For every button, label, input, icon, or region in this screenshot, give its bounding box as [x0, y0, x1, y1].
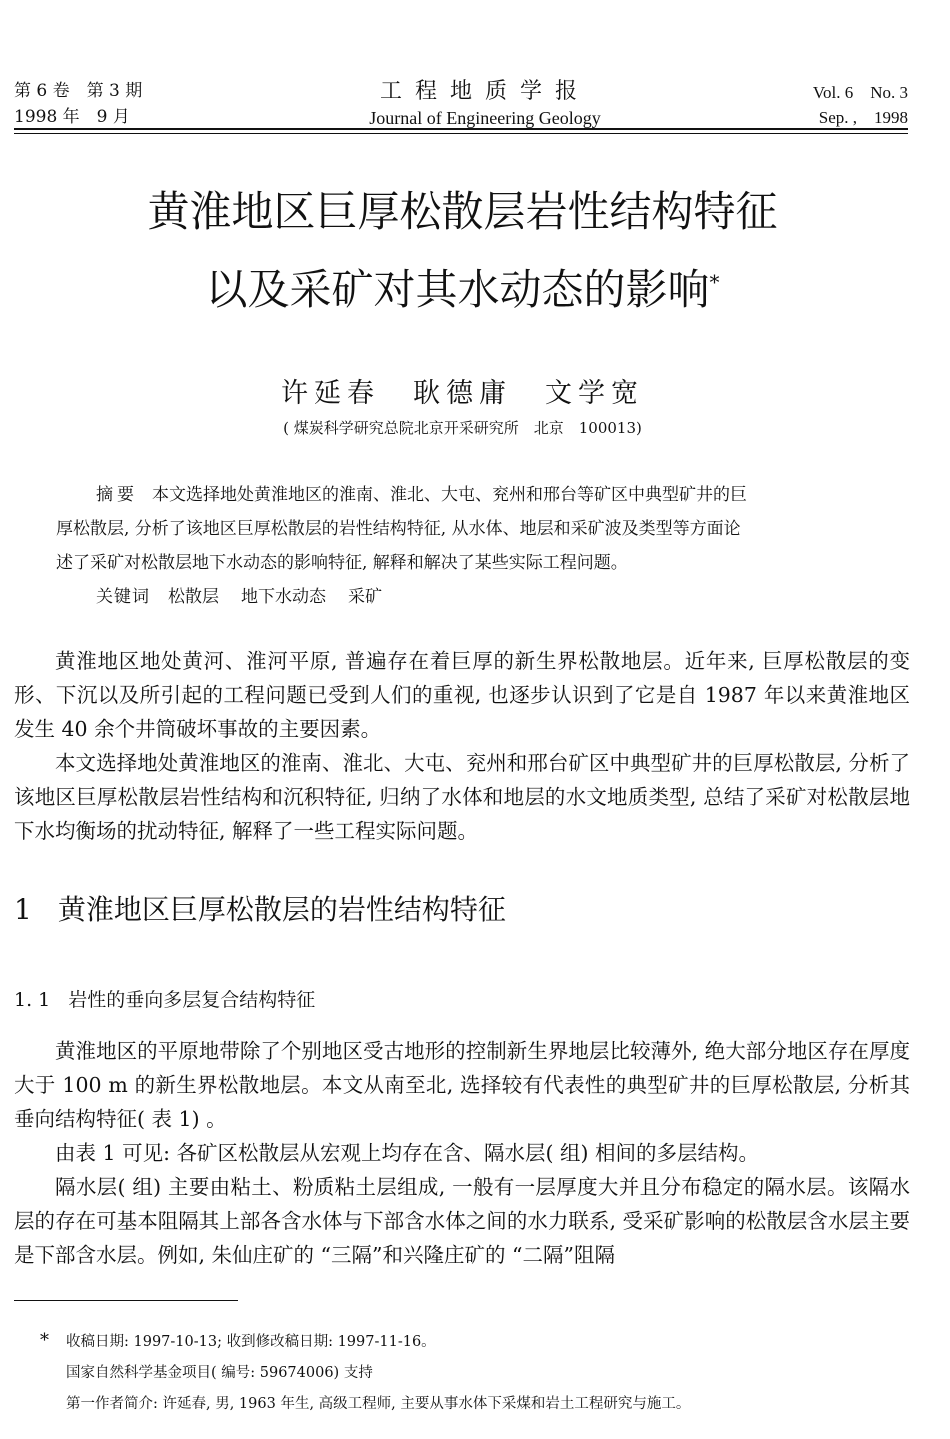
- section-1-1-title: 岩性的垂向多层复合结构特征: [68, 989, 316, 1011]
- footnote-rule: [14, 1300, 238, 1301]
- section-1-1-number: 1. 1: [14, 989, 51, 1011]
- article-title-line-1: 黄淮地区巨厚松散层岩性结构特征: [147, 187, 778, 236]
- section-1-1-body: [14, 1034, 910, 1272]
- section-1-number: 1: [14, 893, 32, 926]
- section-1-1-paragraph-3: 隔水层( 组) 主要由粘土、粉质粘土层组成, 一般有一层厚度大并且分布稳定的隔水层。该隔水层的存在可基本阻隔其上部各含水体与下部含水体之间的水力联系, 受采矿影响的松散层含水层主要是下部含水层。例如, 朱仙庄矿的 “三隔”和兴隆庄矿的 “二隔”阻隔: [14, 1175, 910, 1267]
- title-footnote-mark: *: [709, 270, 720, 294]
- keyword: 地下水动态: [241, 587, 326, 607]
- abstract-line-1: [56, 478, 872, 512]
- date-cn: 1998 年 9 月: [14, 107, 130, 127]
- footnote-author-bio: 第一作者简介: 许延春, 男, 1963 年生, 高级工程师, 主要从事水体下采煤和岩土工程研究与施工。: [66, 1396, 691, 1412]
- author-list: 许延春 耿德庸 文学宽: [281, 378, 644, 409]
- journal-name-block: [300, 78, 670, 130]
- journal-name-cn: 工程地质学报: [379, 79, 590, 104]
- intro-paragraph-2: 本文选择地处黄淮地区的淮南、淮北、大屯、兖州和邢台矿区中典型矿井的巨厚松散层, 分析了该地区巨厚松散层岩性结构和沉积特征, 归纳了水体和地层的水文地质类型, 总结了采矿对松散层地下水均衡场的扰动特征, 解释了一些工程实际问题。: [14, 751, 910, 843]
- journal-name-en: Journal of Engineering Geology: [369, 108, 601, 128]
- header-rule-thick: [14, 128, 908, 130]
- section-1-1-paragraph-1: 黄淮地区的平原地带除了个别地区受古地形的控制新生界地层比较薄外, 绝大部分地区存在厚度大于 100 m 的新生界松散地层。本文从南至北, 选择较有代表性的典型矿井的巨厚松散层, 分析其垂向结构特征( 表 1) 。: [14, 1039, 910, 1131]
- abstract: [56, 478, 872, 614]
- intro-paragraph-1: 黄淮地区地处黄河、淮河平原, 普遍存在着巨厚的新生界松散地层。近年来, 巨厚松散层的变形、下沉以及所引起的工程问题已受到人们的重视, 也逐步认识到了它是自 1987 年以来黄淮地区发生 40 余个井筒破坏事故的主要因素。: [14, 649, 910, 741]
- abstract-text-1: 本文选择地处黄淮地区的淮南、淮北、大屯、兖州和邢台等矿区中典型矿井的巨: [152, 485, 747, 505]
- abstract-line-2: 厚松散层, 分析了该地区巨厚松散层的岩性结构特征, 从水体、地层和采矿波及类型等方面论: [56, 519, 741, 539]
- section-1-title: 黄淮地区巨厚松散层的岩性结构特征: [57, 893, 506, 926]
- article-title-line-2: [0, 253, 925, 319]
- article-title-text-2: 以及采矿对其水动态的影响: [205, 265, 710, 314]
- author-affiliation: ( 煤炭科学研究总院北京开采研究所 北京 100013): [283, 419, 642, 437]
- section-1-heading: [14, 888, 506, 928]
- volume-issue-en: Vol. 6 No. 3: [812, 83, 908, 102]
- section-1-1-heading: [14, 985, 315, 1012]
- footnote-received-text: 收稿日期: 1997-10-13; 收到修改稿日期: 1997-11-16。: [66, 1334, 436, 1350]
- section-1-1-paragraph-2: 由表 1 可见: 各矿区松散层从宏观上均存在含、隔水层( 组) 相间的多层结构。: [55, 1141, 760, 1165]
- footnote-funding: 国家自然科学基金项目( 编号: 59674006) 支持: [66, 1365, 373, 1381]
- header-rule-thin: [14, 133, 908, 134]
- abstract-label: 摘要: [96, 485, 138, 505]
- journal-issue-info: [14, 78, 142, 130]
- journal-issue-info-en: [813, 80, 908, 130]
- keyword: 采矿: [348, 587, 382, 607]
- footnotes: [40, 1325, 920, 1420]
- abstract-line-3: 述了采矿对松散层地下水动态的影响特征, 解释和解决了某些实际工程问题。: [56, 553, 628, 573]
- keyword: 松散层: [168, 587, 219, 607]
- date-en: Sep. , 1998: [818, 108, 908, 127]
- introduction: [14, 644, 910, 848]
- footnote-mark: *: [40, 1330, 49, 1351]
- keywords-label: 关键词: [96, 587, 150, 607]
- keywords-line: [56, 580, 872, 614]
- volume-issue-cn: 第 6 卷 第 3 期: [14, 81, 143, 101]
- footnote-received: [40, 1325, 920, 1358]
